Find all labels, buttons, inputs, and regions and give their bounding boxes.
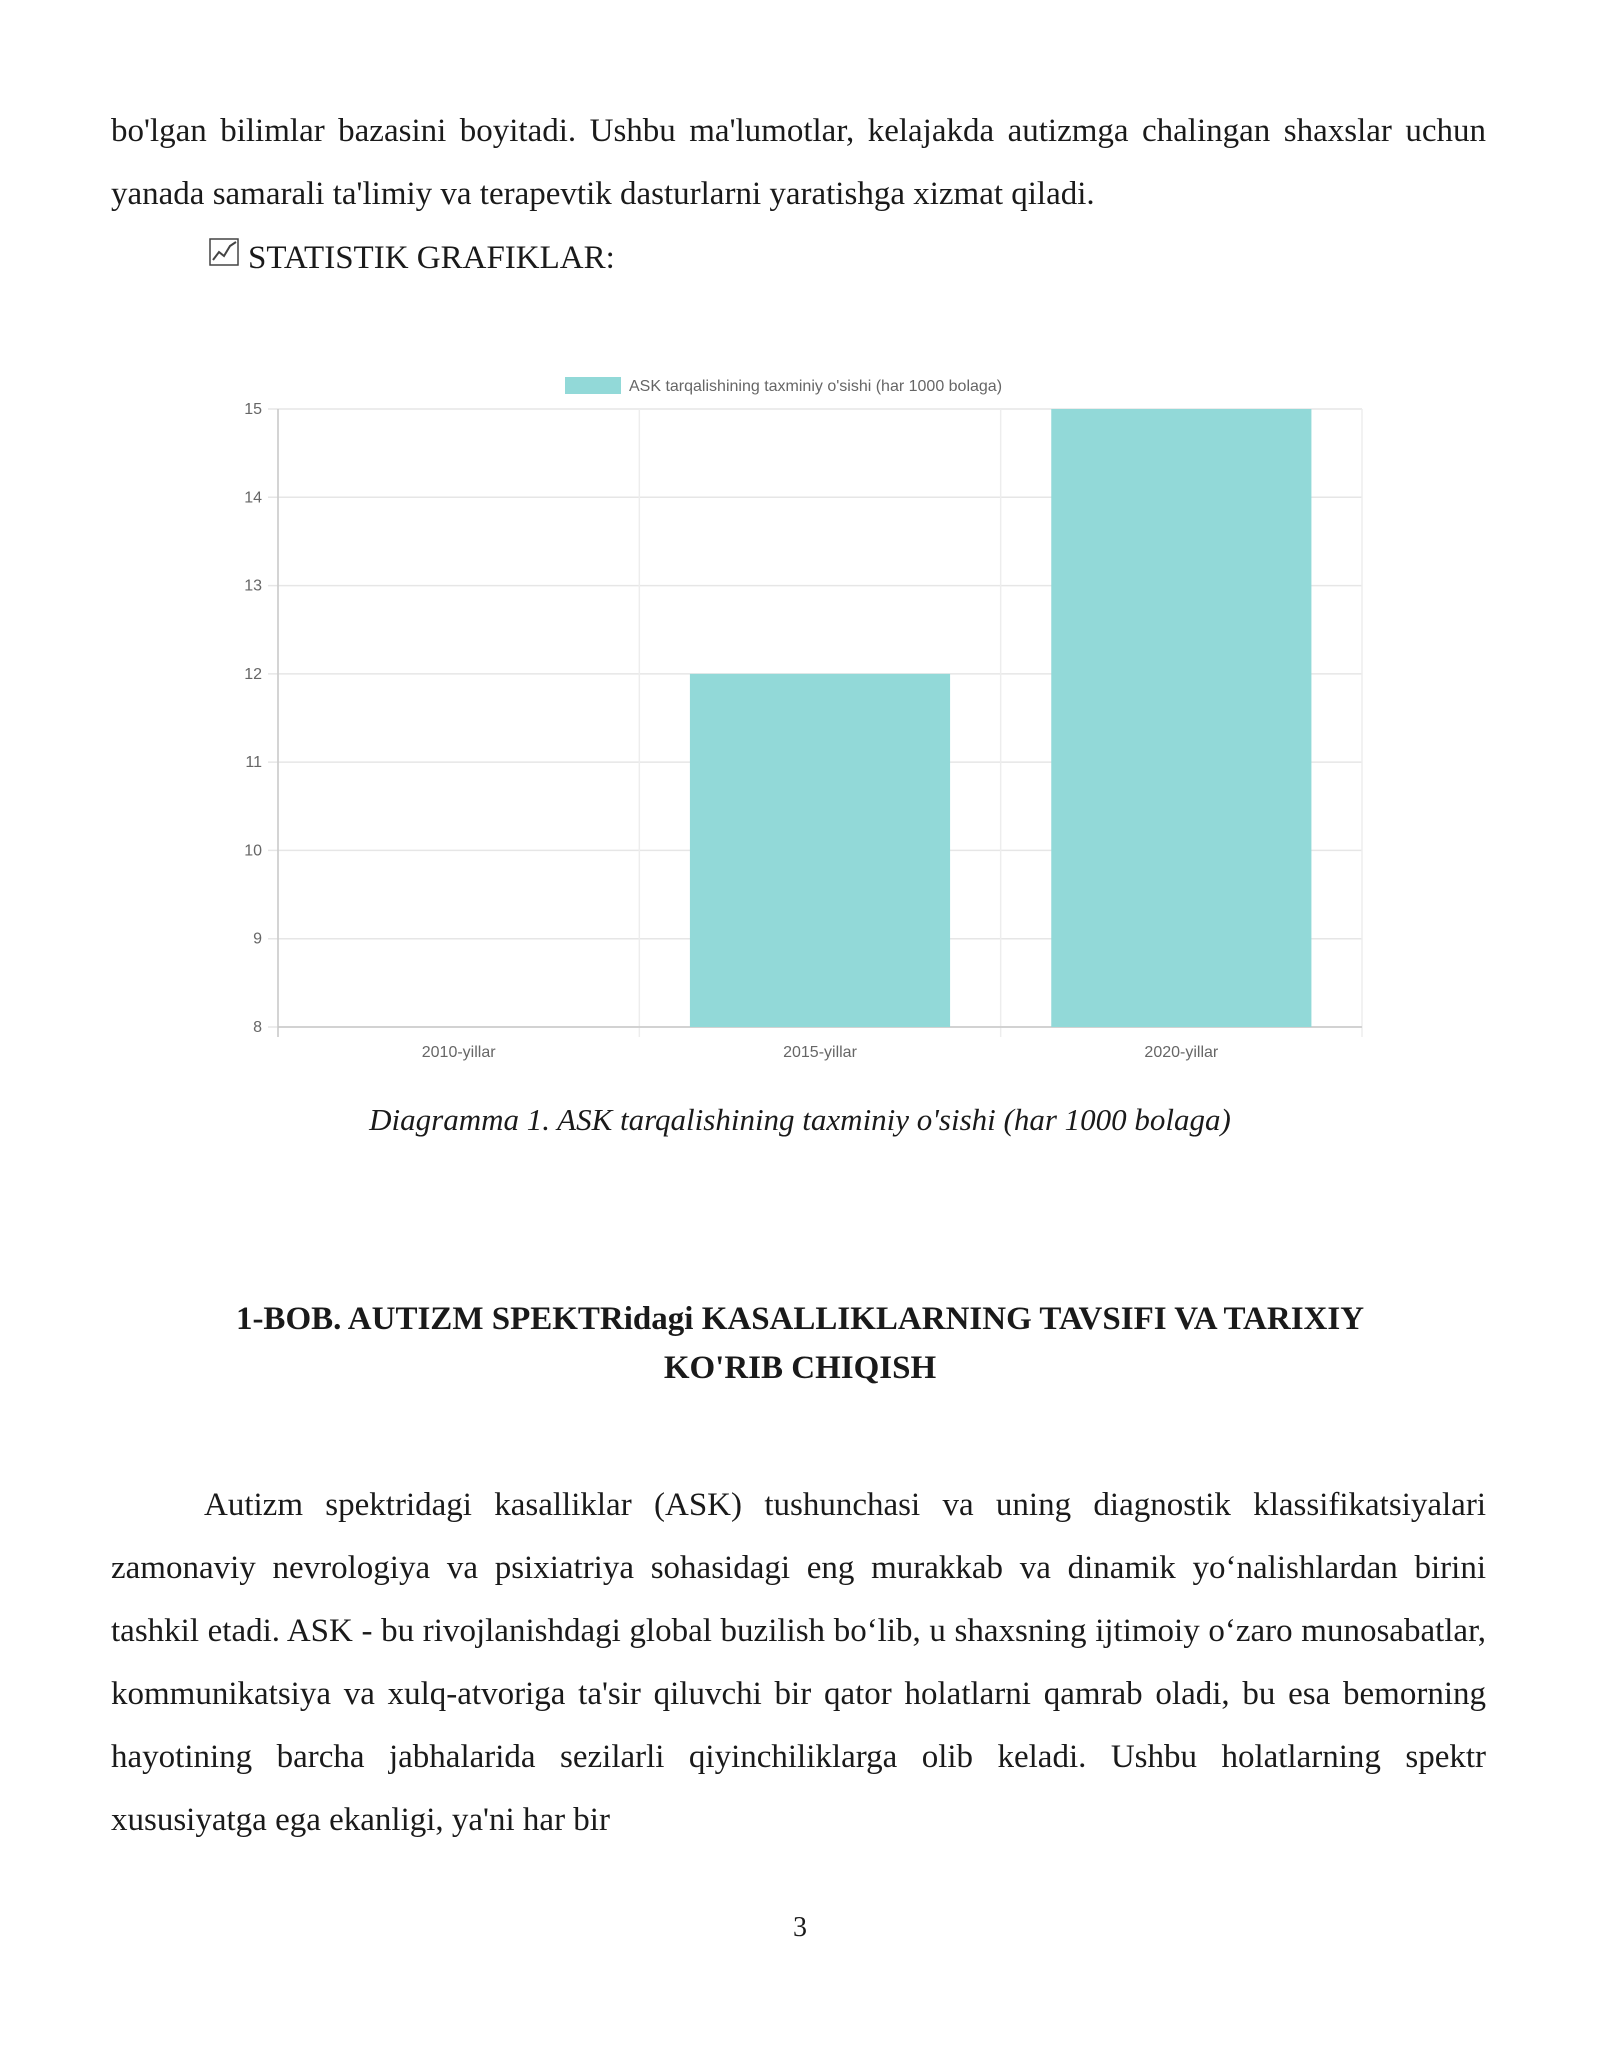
legend-swatch: [565, 377, 621, 394]
legend-label: ASK tarqalishining taxminiy o'sishi (har 1000 bolaga): [629, 378, 1003, 395]
y-tick-label: 9: [253, 930, 262, 948]
bar-chart: [200, 365, 1400, 1085]
bar-chart-svg: [200, 365, 1400, 1085]
section-heading-text: STATISTIK GRAFIKLAR:: [248, 240, 615, 276]
chapter-title: [140, 1295, 1460, 1393]
bar-3: [1051, 409, 1311, 1027]
figure-caption: Diagramma 1. ASK tarqalishining taxminiy o'sishi (har 1000 bolaga): [369, 1102, 1231, 1137]
chapter-title-line-2: KO'RIB CHIQISH: [663, 1350, 937, 1386]
chart-increasing-icon: [208, 227, 240, 290]
y-tick-label: 12: [244, 665, 262, 683]
y-tick-label: 13: [244, 577, 262, 595]
chapter-title-line-1: 1-BOB. AUTIZM SPEKTRidagi KASALLIKLARNING TAVSIFI VA TARIXIY: [235, 1301, 1365, 1337]
x-tick-label: 2010-yillar: [421, 1044, 496, 1061]
x-tick-label: 2015-yillar: [783, 1044, 857, 1061]
x-tick-label: 2020-yillar: [1144, 1044, 1219, 1061]
section-heading: [208, 227, 615, 290]
bar-2: [690, 674, 950, 1027]
intro-paragraph: bo'lgan bilimlar bazasini boyitadi. Ushbu ma'lumotlar, kelajakda autizmga chalingan shaxslar uchun yanada samarali ta'limiy va terapevtik dasturlarni yaratishga xizmat qiladi.: [111, 113, 1486, 212]
body-paragraph: Autizm spektridagi kasalliklar (ASK) tushunchasi va uning diagnostik klassifikatsiyalari zamonaviy nevrologiya va psixiatriya sohasidagi eng murakkab va dinamik yo‘nalishlardan birini tashkil etadi. ASK - bu rivojlanishdagi global buzilish bo‘lib, u shaxsning ijtimoiy o‘zaro munosabatlar, kommunikatsiya va xulq-atvoriga ta'sir qiluvchi bir qator holatlarni qamrab oladi, bu esa bemorning hayotining barcha jabhalarida sezilarli qiyinchiliklarga olib keladi. Ushbu holatlarning spektr xususiyatga ega ekanligi, ya'ni har bir: [111, 1487, 1486, 1838]
y-tick-label: 14: [244, 489, 262, 507]
y-tick-label: 11: [245, 754, 262, 772]
y-tick-label: 10: [244, 842, 262, 860]
page-number: 3: [793, 1912, 807, 1943]
y-tick-label: 8: [253, 1019, 262, 1036]
y-tick-label: 15: [244, 401, 262, 418]
